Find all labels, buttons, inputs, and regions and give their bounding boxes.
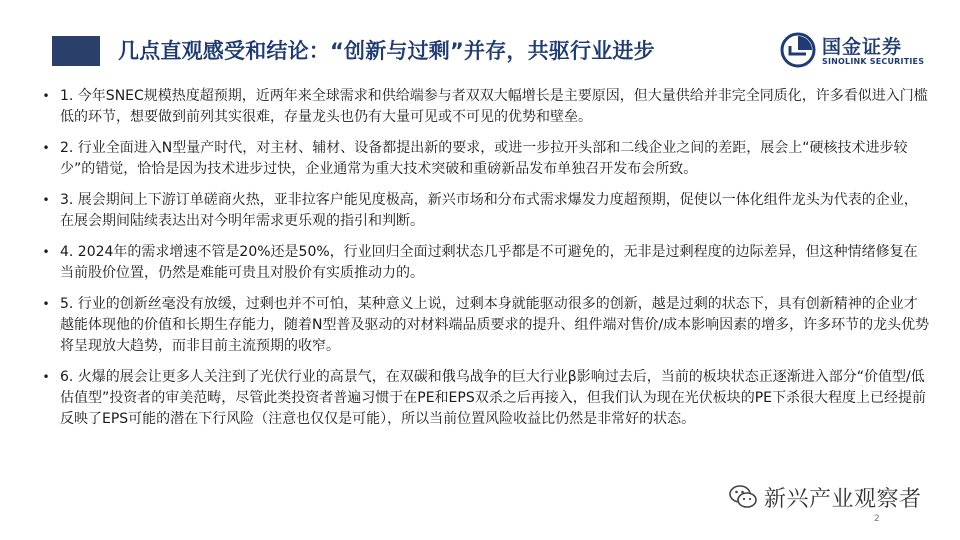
bullet-item-5 bbox=[40, 294, 930, 357]
bullet-marker: • bbox=[42, 193, 50, 207]
page-number: 2 bbox=[874, 514, 880, 524]
watermark-text: 新兴产业观察者 bbox=[764, 487, 922, 512]
bullet-marker: • bbox=[42, 297, 50, 311]
company-logo bbox=[780, 30, 945, 72]
title-accent-bar bbox=[52, 36, 100, 66]
bullet-marker: • bbox=[42, 370, 50, 384]
bullet-marker: • bbox=[42, 89, 50, 103]
bullet-list bbox=[40, 86, 930, 440]
slide-title: 几点直观感受和结论：“创新与过剩”并存，共驱行业进步 bbox=[118, 39, 655, 63]
logo-name-en: SINOLINK SECURITIES bbox=[822, 57, 925, 66]
bullet-item-4 bbox=[40, 242, 930, 284]
bullet-text: 2. 行业全面进入N型量产时代，对主材、辅材、设备都提出新的要求，或进一步拉开头部和二线企业之间的差距，展会上“硬核技术进步较少”的错觉，恰恰是因为技术进步过快，企业通常为重大技术突破和重磅新品发布单独召开发布会所致。 bbox=[60, 140, 908, 177]
bullet-marker: • bbox=[42, 245, 50, 259]
bullet-text: 1. 今年SNEC规模热度超预期，近两年来全球需求和供给端参与者双双大幅增长是主要原因，但大量供给并非完全同质化，许多看似进入门槛低的环节，想要做到前列其实很难，存量龙头也仍有大量可见或不可见的优势和壁垒。 bbox=[60, 88, 928, 125]
wechat-watermark bbox=[728, 480, 938, 514]
bullet-text: 3. 展会期间上下游订单磋商火热，亚非拉客户能见度极高，新兴市场和分布式需求爆发力度超预期，促使以一体化组件龙头为代表的企业，在展会期间陆续表达出对今明年需求更乐观的指引和判断。 bbox=[60, 192, 918, 229]
bullet-text: 4. 2024年的需求增速不管是20%还是50%，行业回归全面过剩状态几乎都是不可避免的，无非是过剩程度的边际差异，但这种情绪修复在当前股价位置，仍然是难能可贵且对股价有实质推动力的。 bbox=[60, 244, 918, 281]
logo-name-cn: 国金证券 bbox=[822, 36, 903, 58]
bullet-text: 6. 火爆的展会让更多人关注到了光伏行业的高景气，在双碳和俄乌战争的巨大行业β影响过去后，当前的板块状态正逐渐进入部分“价值型/低估值型”投资者的审美范畴，尽管此类投资者普遍习惯于在PE和EPS双杀之后再接入，但我们认为现在光伏板块的PE下杀很大程度上已经提前反映了EPS可能的潜在下行风险（注意也仅仅是可能），所以当前位置风险收益比仍然是非常好的状态。 bbox=[60, 369, 927, 427]
bullet-item-1 bbox=[40, 86, 930, 128]
bullet-item-6 bbox=[40, 367, 930, 430]
bullet-text: 5. 行业的创新丝毫没有放缓，过剩也并不可怕，某种意义上说，过剩本身就能驱动很多的创新，越是过剩的状态下，具有创新精神的企业才越能体现他的价值和长期生存能力，随着N型普及驱动的对材料端品质要求的提升、组件端对售价/成本影响因素的增多，许多环节的龙头优势将呈现放大趋势，而非目前主流预期的收窄。 bbox=[60, 296, 930, 354]
wechat-icon bbox=[728, 484, 758, 510]
bullet-item-3 bbox=[40, 190, 930, 232]
sinolink-logo-icon bbox=[780, 32, 816, 68]
bullet-marker: • bbox=[42, 141, 50, 155]
bullet-item-2 bbox=[40, 138, 930, 180]
